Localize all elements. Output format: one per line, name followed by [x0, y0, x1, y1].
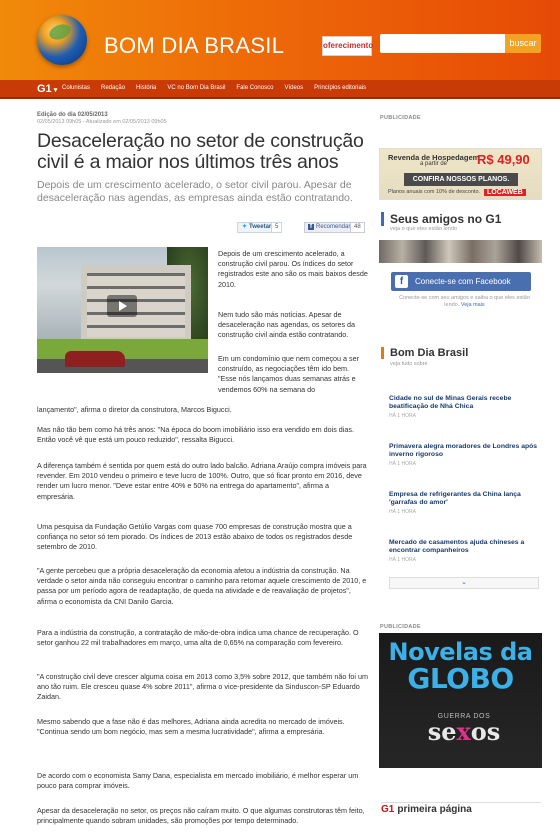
novelas-line1: Novelas da — [388, 638, 533, 666]
nav-item-videos[interactable]: Vídeos — [284, 85, 304, 91]
article-header — [37, 112, 367, 205]
nav-item-fale-conosco[interactable]: Fale Conosco — [236, 85, 274, 91]
friends-see-more-link[interactable]: Veja mais — [460, 302, 485, 308]
paragraph: Em um condomínio que nem começou a ser construído, as negociações têm ido bem. "Esse nós lançamos duas semanas atrás e vendemos 60% na semana do — [218, 354, 360, 394]
chevron-down-icon[interactable]: ⌄ — [389, 577, 539, 589]
friends-subtitle: veja o que eles estão lendo — [390, 226, 457, 232]
bdb-title[interactable]: Bom Dia Brasil — [381, 347, 468, 359]
friends-widget — [379, 212, 542, 320]
nav-item-historia[interactable]: História — [136, 85, 157, 91]
article-video-thumbnail[interactable] — [37, 247, 208, 373]
brand-title[interactable]: BOM DIA BRASIL — [104, 33, 285, 58]
top-nav — [0, 80, 560, 99]
paragraph: A diferença também é sentida por quem está do outro lado balcão. Adriana Araújo compra imóveis para revender. Em 2010 vendeu o primeiro e teve lucro de 100%. Outro, que só ficar pronto em 2016, deve render um lucro menor. "Deve estar entre 40% e 50% na entrega do apartamento", afirma a empresária. — [37, 461, 367, 501]
divider — [381, 802, 541, 803]
chevron-down-icon: ▾ — [53, 87, 58, 94]
show-logo-part: os — [470, 717, 501, 746]
ad-line2: a partir de — [420, 161, 448, 167]
play-icon[interactable] — [107, 295, 137, 317]
friends-note-text: Conecte-se com seu amigos e saiba o que eles estão lendo. — [399, 295, 530, 308]
g1-logo: G1 — [381, 804, 395, 815]
ad-cta-button[interactable]: CONFIRA NOSSOS PLANOS. — [404, 173, 518, 186]
paragraph: De acordo com o economista Samy Dana, especialista em mercado imobiliário, é melhor esperar um pouco para comprar imóveis. — [37, 771, 359, 791]
list-item[interactable] — [389, 539, 539, 563]
paragraph: Apesar da desaceleração no setor, os preços não caíram muito. O que algumas construtoras têm feito, principalmente quando sobram unidades, são promoções por tempo determinado. — [37, 806, 365, 826]
paragraph: "A gente percebeu que a própria desaceleração da economia afetou a indústria da construção. Na verdade o setor ainda não conseguiu encontrar o caminho para retomar aquele crescimento de 2010, e passa por um período agora de readaptação, de queda na atividade e de reavaliação de projetos", afirma o economista da CNI Danilo Garcia. — [37, 566, 367, 606]
search-input[interactable] — [380, 34, 505, 53]
paragraph: Depois de um crescimento acelerado, a construção civil parou. Os índices do setor registrados este ano são os mais baixos desde 2010. — [218, 249, 368, 289]
facebook-recommend-button[interactable] — [304, 222, 354, 233]
fb-label: Recomendar — [316, 224, 351, 230]
news-headline[interactable]: Empresa de refrigerantes da China lança 'garrafas do amor' — [389, 491, 521, 506]
list-item[interactable] — [389, 443, 539, 467]
sponsor-badge[interactable]: oferecimento — [322, 36, 372, 56]
show-logo-part: x — [456, 717, 471, 746]
nav-item-redacao[interactable]: Redação — [101, 85, 126, 91]
g1-menu[interactable] — [37, 83, 57, 95]
ad-label: PUBLICIDADE — [380, 624, 421, 630]
tweet-label: Tweetar — [249, 224, 272, 230]
friends-title: Seus amigos no G1 — [381, 212, 501, 226]
novelas-line2: GLOBO — [407, 662, 514, 695]
g1-label: G1 — [37, 83, 52, 95]
ad-brand: LOCAWEB — [484, 189, 526, 196]
show-logo-big — [409, 717, 519, 746]
facebook-connect-label: Conecte-se com Facebook — [415, 277, 511, 286]
ad-line3: Planos anuais com 10% de desconto. — [388, 189, 481, 195]
paragraph: "A construção civil deve crescer alguma coisa em 2013 como 3,5% sobre 2012, que também não foi um ano tão ruim. Ele cresceu quase 4% sobre 2011", afirma o vice-presidente da Sinduscon-SP Eduardo Zaidan. — [37, 672, 368, 702]
nav-item-vc[interactable]: VC no Bom Dia Brasil — [167, 85, 226, 91]
facebook-icon: f — [310, 224, 312, 230]
article-subtitle: Depois de um crescimento acelerado, o setor civil parou. Apesar de desaceleração nas agendas, as empresas ainda estão contratando. — [37, 179, 353, 204]
bdb-subtitle: veja tudo sobre — [390, 361, 428, 367]
friends-note — [397, 295, 532, 309]
primeira-title[interactable] — [381, 804, 472, 815]
facebook-connect-button[interactable] — [391, 272, 531, 291]
paragraph: Para a indústria da construção, a contratação de mão-de-obra indica uma chance de recuperação. O setor ganhou 22 mil trabalhadores em março, uma alta de 0,65% na comparação com fevereiro. — [37, 628, 359, 648]
facebook-icon: f — [395, 275, 408, 288]
tweet-count: 5 — [271, 222, 282, 233]
paragraph: Mas não tão bem como há três anos: "Na época do boom imobiliário isso era vendido em dois dias. Então você vê que está um pouco reduzido", ressalta Bigucci. — [37, 425, 354, 445]
bom-dia-brasil-widget — [379, 347, 542, 597]
edition-label: Edição do dia 02/05/2013 — [37, 112, 108, 118]
list-item[interactable] — [389, 395, 539, 419]
photo-car — [65, 351, 125, 367]
paragraph: Uma pesquisa da Fundação Getúlio Vargas com quase 700 empresas de construção mostra que a confiança no setor só tem piorado. Os índices de 2013 estão abaixo de todos os registrados desde setembro de 2010. — [37, 522, 353, 552]
news-time: HÁ 1 HORA — [389, 557, 416, 563]
paragraph: Nem tudo são más notícias. Apesar de desaceleração nas agendas, os setores da construção civil ainda estão contratando. — [218, 310, 356, 340]
news-time: HÁ 1 HORA — [389, 413, 416, 419]
friends-avatars — [379, 240, 542, 263]
news-headline[interactable]: Mercado de casamentos ajuda chineses a encontrar companheiros — [389, 539, 525, 554]
paragraph: Mesmo sabendo que a fase não é das melhores, Adriana ainda acredita no mercado de imóveis. "Continua sendo um bom negócio, mas sem a mesma lucratividade", afirma a empresária. — [37, 717, 345, 737]
show-logo-part: se — [427, 717, 457, 746]
nav-item-principios[interactable]: Princípios editoriais — [314, 85, 367, 91]
list-item[interactable] — [389, 491, 539, 515]
news-headline[interactable]: Cidade no sul de Minas Gerais recebe beatificação de Nhá Chica — [389, 395, 512, 410]
site-header — [0, 0, 560, 80]
dateline: 02/05/2013 09h05 - Atualizado em 02/05/2013 09h05 — [37, 119, 167, 125]
article-headline: Desaceleração no setor de construção civil é a maior nos últimos três anos — [37, 130, 364, 173]
share-bar — [237, 222, 367, 234]
news-time: HÁ 1 HORA — [389, 461, 416, 467]
hosting-ad[interactable] — [379, 148, 542, 200]
nav-item-colunistas[interactable]: Colunistas — [62, 85, 91, 91]
fb-count: 48 — [350, 222, 365, 233]
search-button[interactable]: buscar — [505, 34, 541, 53]
ad-line1: Revenda de Hospedagem — [388, 153, 480, 162]
news-time: HÁ 1 HORA — [389, 509, 416, 515]
novelas-ad[interactable] — [379, 633, 542, 768]
primeira-pagina-widget — [379, 802, 542, 822]
ad-price: R$ 49,90 — [477, 152, 530, 167]
show-logo-small: GUERRA DOS — [437, 713, 491, 720]
ad-label: PUBLICIDADE — [380, 115, 421, 121]
twitter-bird-icon: ✦ — [242, 224, 248, 230]
news-headline[interactable]: Primavera alegra moradores de Londres após inverno rigoroso — [389, 443, 538, 458]
globo-logo-icon[interactable] — [37, 15, 87, 65]
primeira-label: primeira página — [397, 804, 472, 815]
show-logo — [409, 713, 519, 744]
paragraph: lançamento", afirma o diretor da construtora, Marcos Bigucci. — [37, 405, 232, 414]
